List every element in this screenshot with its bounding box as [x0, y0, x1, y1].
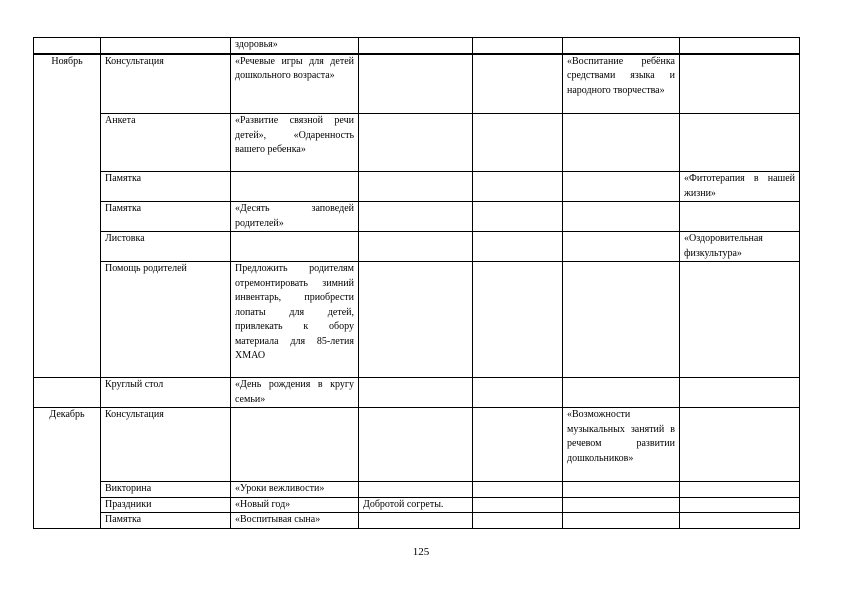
- table-row: [34, 54, 800, 114]
- cell: [359, 513, 473, 529]
- cell: [563, 202, 680, 232]
- cell: [359, 262, 473, 378]
- topic-cell: «Новый год»: [231, 497, 359, 513]
- topic-cell: «Развитие связной речи детей», «Одаренность вашего ребенка»: [231, 114, 359, 172]
- form-cell: [101, 38, 231, 54]
- form-cell: Помощь родителей: [101, 262, 231, 378]
- table-row: [34, 262, 800, 378]
- cell: [359, 114, 473, 172]
- cell: [680, 513, 800, 529]
- cell: [680, 54, 800, 114]
- cell: «Воспитание ребёнка средствами языка и народного творчества»: [563, 54, 680, 114]
- topic-cell: [231, 408, 359, 482]
- table-row: [34, 232, 800, 262]
- month-cell: [34, 38, 101, 54]
- month-cell-december: Декабрь: [34, 408, 101, 529]
- cell: [359, 482, 473, 498]
- form-cell: Памятка: [101, 172, 231, 202]
- form-cell: Памятка: [101, 513, 231, 529]
- topic-cell: здоровья»: [231, 38, 359, 54]
- month-cell: [34, 378, 101, 408]
- cell: [473, 497, 563, 513]
- cell: [473, 54, 563, 114]
- cell: [359, 202, 473, 232]
- table-row: [34, 172, 800, 202]
- form-cell: Консультация: [101, 408, 231, 482]
- table-row: [34, 202, 800, 232]
- cell: [359, 172, 473, 202]
- cell: [680, 202, 800, 232]
- cell: [359, 378, 473, 408]
- cell: [563, 38, 680, 54]
- table-row: [34, 38, 800, 54]
- cell: [563, 232, 680, 262]
- cell: [473, 378, 563, 408]
- page-number: 125: [412, 546, 430, 558]
- table-row: [34, 378, 800, 408]
- topic-cell: «Речевые игры для детей дошкольного возраста»: [231, 54, 359, 114]
- table-row: [34, 408, 800, 482]
- table-row: [34, 114, 800, 172]
- topic-cell: «Уроки вежливости»: [231, 482, 359, 498]
- cell: [563, 482, 680, 498]
- cell: [473, 172, 563, 202]
- topic-cell: Предложить родителям отремонтировать зимний инвентарь, приобрести лопаты для детей, привлекать к обору материала для 85-летия ХМАО: [231, 262, 359, 378]
- cell: [680, 482, 800, 498]
- cell: [680, 114, 800, 172]
- topic-cell: [231, 172, 359, 202]
- cell: «Возможности музыкальных занятий в речевом развитии дошкольников»: [563, 408, 680, 482]
- cell: [680, 378, 800, 408]
- cell: [563, 497, 680, 513]
- topic-cell: [231, 232, 359, 262]
- month-cell-november: Ноябрь: [34, 54, 101, 378]
- table-row: [34, 513, 800, 529]
- form-cell: Листовка: [101, 232, 231, 262]
- cell: [563, 378, 680, 408]
- cell: [473, 114, 563, 172]
- cell: [359, 232, 473, 262]
- cell: [563, 513, 680, 529]
- cell: [563, 262, 680, 378]
- cell: [359, 408, 473, 482]
- form-cell: Праздники: [101, 497, 231, 513]
- cell: «Оздоровительная физкультура»: [680, 232, 800, 262]
- cell: [473, 38, 563, 54]
- table-row: [34, 497, 800, 513]
- plan-table: [33, 37, 800, 529]
- table-row: [34, 482, 800, 498]
- cell: [473, 482, 563, 498]
- form-cell: Памятка: [101, 202, 231, 232]
- form-cell: Консультация: [101, 54, 231, 114]
- cell: [680, 408, 800, 482]
- cell: [359, 54, 473, 114]
- cell: Добротой согреты.: [359, 497, 473, 513]
- cell: [473, 513, 563, 529]
- form-cell: Круглый стол: [101, 378, 231, 408]
- cell: [680, 262, 800, 378]
- topic-cell: «День рождения в кругу семьи»: [231, 378, 359, 408]
- cell: [563, 172, 680, 202]
- cell: [680, 38, 800, 54]
- cell: [473, 232, 563, 262]
- form-cell: Викторина: [101, 482, 231, 498]
- cell: [359, 38, 473, 54]
- cell: [473, 262, 563, 378]
- form-cell: Анкета: [101, 114, 231, 172]
- cell: [473, 202, 563, 232]
- cell: [473, 408, 563, 482]
- topic-cell: «Воспитывая сына»: [231, 513, 359, 529]
- cell: [680, 497, 800, 513]
- cell: [563, 114, 680, 172]
- cell: «Фитотерапия в нашей жизни»: [680, 172, 800, 202]
- topic-cell: «Десять заповедей родителей»: [231, 202, 359, 232]
